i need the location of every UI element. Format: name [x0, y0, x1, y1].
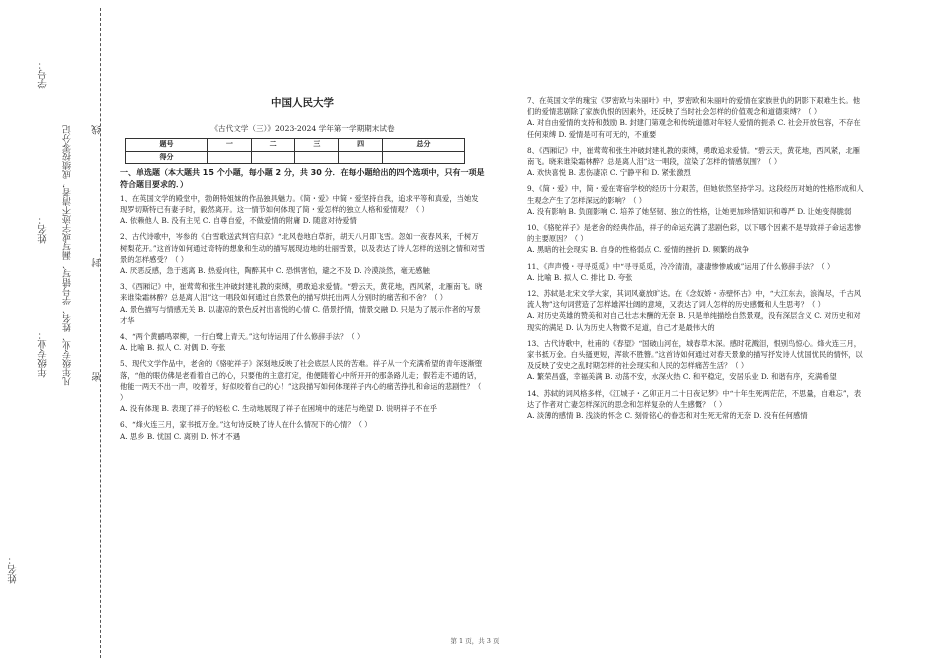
question-stem: 9、《简・爱》中，简・爱在寄宿学校的经历十分艰苦，但她依然坚持学习。这段经历对她的性格形成和人生观念产生了怎样深远的影响？（ ） [527, 184, 864, 205]
question-options: A. 繁荣昌盛，幸福美满 B. 动荡不安，水深火热 C. 和平稳定，安居乐业 D. 和谐有序，充满希望 [527, 372, 837, 382]
question [120, 358, 485, 414]
score-header-cell: 二 [251, 139, 295, 151]
left-column [120, 98, 485, 447]
question [527, 388, 867, 422]
question-stem: 11、《声声慢・寻寻觅觅》中“寻寻觅觅，冷冷清清，凄凄惨惨戚戚”运用了什么修辞手法？（ ） [527, 261, 835, 271]
question-options: A. 淡薄的感情 B. 浅淡的怀念 C. 刻骨铭心的眷恋和对生死无常的无奈 D. 没有任何感情 [527, 411, 808, 421]
score-header-cell: 一 [208, 139, 252, 151]
question [120, 193, 485, 227]
question-options: A. 比喻 B. 拟人 C. 对偶 D. 夸张 [120, 343, 226, 353]
page-footer: 第 1 页，共 3 页 [450, 637, 500, 645]
question-options: A. 没有影响 B. 负面影响 C. 培养了她坚韧、独立的性格，让她更加珍惜知识和尊严 D. 让她变得脆弱 [527, 206, 852, 216]
question [527, 183, 867, 217]
question-stem: 12、苏轼是北宋文学大家，其词风豪放旷达。在《念奴娇・赤壁怀古》中，“大江东去，浪淘尽，千古风流人物”这句词营造了怎样雄浑壮阔的意境，又表达了词人怎样的历史感慨和人生思考？（ ） [527, 289, 862, 310]
question [527, 145, 867, 179]
question-stem: 3、《西厢记》中，崔莺莺和张生冲破封建礼教的束缚，勇敢追求爱情。“碧云天，黄花地，西风紧，北雁南飞。晓来谁染霜林醉？总是离人泪”这一唱段如何通过自然景色的描写烘托出两人分别时的痛苦和不舍？（ ） [120, 282, 483, 303]
label-line: 线 [92, 125, 103, 135]
question-options: A. 依赖他人 B. 没有主见 C. 自尊自爱，不做爱情的附庸 D. 随意对待爱情 [120, 216, 357, 226]
binding-dashed-line [100, 8, 101, 658]
label-id: 学号： [38, 60, 49, 89]
question-stem: 14、苏轼的词风格多样，《江城子・乙卯正月二十日夜记梦》中“十年生死两茫茫，不思量，自难忘”，表达了作者对亡妻怎样深沉的思念和怎样复杂的人生感慨？（ ） [527, 388, 862, 409]
binding-notice: 凡年级专业、姓名、学号错写、漏写或字迹不清者，成绩按零分记 [63, 125, 73, 386]
score-header-cell: 三 [295, 139, 339, 151]
question-stem: 6、“烽火连三月，家书抵万金。”这句诗反映了诗人在什么情况下的心情？（ ） [120, 420, 372, 430]
score-cell[interactable] [208, 151, 252, 163]
score-table-score-row [126, 151, 465, 163]
right-column [527, 95, 867, 426]
question-stem: 10、《骆驼祥子》是老舍的经典作品，祥子的命运充满了悲剧色彩，以下哪个因素不是导致祥子命运悲惨的主要原因？（ ） [527, 223, 861, 244]
question-stem: 5、现代文学作品中，老舍的《骆驼祥子》深刻地反映了社会底层人民的苦难。祥子从一个充满希望的青年逐渐堕落，“他的眼仿佛是老看着自己的心，只要他的主意打定，他便随着心中所开开的那条路儿走；假若走不通的话，他能一两天不出一声，咬着牙，好似咬着自己的心！”这段描写如何体现祥子内心的痛苦挣扎和命运的悲剧性？（ ） [120, 359, 483, 403]
score-cell[interactable] [382, 151, 464, 163]
question-options: A. 黑暗的社会现实 B. 自身的性格弱点 C. 爱情的挫折 D. 频繁的战争 [527, 245, 750, 255]
question [120, 281, 485, 326]
question-options: A. 景色描写与情感无关 B. 以凄凉的景色反衬出喜悦的心情 C. 借景抒情，情景交融 D. 只是为了展示作者的写景才华 [120, 304, 481, 325]
label-school: 姓名： [8, 555, 19, 584]
score-cell[interactable] [339, 151, 383, 163]
binding-margin [0, 0, 110, 672]
label-fold: 封 [92, 258, 103, 268]
score-header-cell: 题号 [126, 139, 208, 151]
question-options: A. 对自由爱情的支持和鼓励 B. 封建门第观念和传统道德对年轻人爱情的扼杀 C. 社会开放包容，不存在任何束缚 D. 爱情是可有可无的，不重要 [527, 118, 861, 139]
question [527, 261, 867, 283]
question [527, 222, 867, 256]
section-heading: 一、单选题（本大题共 15 个小题，每小题 2 分，共 30 分．在每小题给出的四个选项中，只有一项是符合题目要求的．） [120, 167, 485, 189]
question [527, 288, 867, 333]
question-options: A. 欢快喜悦 B. 悲伤凄凉 C. 宁静平和 D. 紧张激烈 [527, 168, 691, 178]
score-cell[interactable] [251, 151, 295, 163]
question [527, 95, 867, 140]
score-cell[interactable] [295, 151, 339, 163]
label-name: 姓名： [38, 215, 49, 244]
question-options: A. 比喻 B. 拟人 C. 排比 D. 夸张 [527, 272, 633, 282]
question-stem: 2、古代诗歌中，岑参的《白雪歌送武判官归京》“北风卷地白草折，胡天八月即飞雪。忽如一夜春风来，千树万树梨花开。”这首诗如何通过奇特的想象和生动的描写展现边地的壮丽雪景，以及表达了诗人怎样的送别之情和对雪景的怎样感受？（ ） [120, 232, 485, 264]
question-stem: 8、《西厢记》中，崔莺莺和张生冲破封建礼教的束缚，勇敢追求爱情。“碧云天，黄花地，西风紧，北雁南飞。晓来谁染霜林醉？总是离人泪”这一唱段，渲染了怎样的情感氛围？（ ） [527, 145, 861, 167]
question-options: A. 厌恶反感，急于逃离 B. 热爱向往，陶醉其中 C. 恐惧害怕，避之不及 D. 冷漠淡然，毫无感触 [120, 266, 430, 276]
question [527, 338, 867, 383]
label-seal: 密 [92, 372, 103, 382]
question-stem: 13、古代诗歌中，杜甫的《春望》“国破山河在，城春草木深。感时花溅泪，恨别鸟惊心。烽火连三月，家书抵万金。白头搔更短，浑欲不胜簪。”这首诗如何通过对春天景象的描写抒发诗人忧国忧民的情怀，以及反映了安史之乱时期怎样的社会现实和人民的怎样痛苦生活？（ ） [527, 338, 863, 371]
score-table [125, 138, 465, 163]
question [120, 231, 485, 276]
question [120, 419, 485, 441]
question-options: A. 思乡 B. 忧国 C. 离别 D. 怀才不遇 [120, 431, 241, 441]
label-grade: 年级专业： [38, 330, 49, 378]
question-options: A. 没有体现 B. 表现了祥子的轻松 C. 生动地展现了祥子在困境中的迷茫与绝望 D. 说明祥子不在乎 [120, 404, 438, 414]
score-header-cell: 总分 [382, 139, 464, 151]
question-stem: 7、在英国文学的瑰宝《罗密欧与朱丽叶》中，罗密欧和朱丽叶的爱情在家族世仇的阴影下艰难生长。他们的爱情悲剧除了家族仇恨的因素外，还反映了当时社会怎样的价值观念和道德束缚？（ ） [527, 96, 860, 117]
question [120, 331, 485, 353]
exam-title: 《古代文学（三）》2023-2024 学年第一学期期末试卷 [210, 124, 395, 134]
score-table-header-row [126, 139, 465, 151]
question-options: A. 对历史英雄的赞美和对自己壮志未酬的无奈 B. 只是单纯描绘自然景观，没有深层含义 C. 对历史和对现实的满足 D. 认为历史人物微不足道，自己才是最伟大的 [527, 311, 861, 332]
university-title: 中国人民大学 [271, 97, 334, 109]
question-stem: 4、“两个黄鹂鸣翠柳，一行白鹭上青天。”这句诗运用了什么修辞手法？（ ） [120, 332, 365, 342]
question-stem: 1、在英国文学的殿堂中，勃朗特姐妹的作品独具魅力。《简・爱》中简・爱坚持自我，追求平等和真爱，当她发现罗切斯特已有妻子时，毅然离开。这一情节如何体现了简・爱怎样的独立人格和爱情观？（ ） [120, 193, 479, 215]
score-row-label: 得分 [126, 151, 208, 163]
score-header-cell: 四 [339, 139, 383, 151]
